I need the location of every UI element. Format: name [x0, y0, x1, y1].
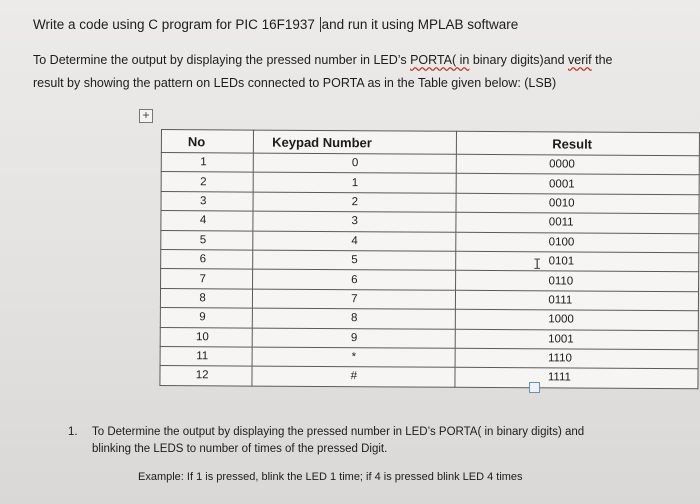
example-text: Example: If 1 is pressed, blink the LED 1 time; if 4 is pressed blink LED 4 times — [138, 471, 523, 483]
cell-no: 10 — [195, 330, 209, 343]
table-row — [160, 366, 698, 389]
table-move-handle-icon[interactable]: + — [139, 109, 153, 123]
cell-result: 1111 — [547, 371, 571, 384]
cell-result: 1000 — [548, 313, 574, 326]
spellcheck-word[interactable]: verif — [568, 53, 592, 67]
task-text-line-2: blinking the LEDS to number of times of the pressed Digit. — [92, 443, 388, 455]
task-text-line-1: To Determine the output by displaying the pressed number in LED’s PORTA( in binary digits) and — [92, 426, 585, 438]
cell-result: 0001 — [549, 177, 575, 191]
cell-keypad: 3 — [253, 211, 456, 232]
cell-result: 1001 — [548, 333, 574, 346]
cell-keypad: 5 — [253, 250, 456, 271]
cell-keypad: 9 — [252, 328, 455, 349]
cell-no: 4 — [199, 214, 207, 227]
ibeam-cursor-icon: I — [533, 257, 542, 273]
cell-result: 0100 — [548, 236, 575, 249]
title-text-part1: Write a code using C program for PIC 16F1937 — [33, 17, 319, 32]
cell-result: 0111 — [548, 294, 573, 307]
cell-result: 0101 — [548, 255, 575, 268]
cell-keypad: # — [252, 366, 455, 387]
cell-keypad: 1 — [253, 172, 456, 193]
cell-keypad: 8 — [253, 308, 456, 329]
document-title — [33, 17, 518, 32]
cell-no: 3 — [199, 195, 207, 208]
cell-result: 0011 — [548, 216, 574, 229]
cell-no: 11 — [196, 350, 209, 363]
table-resize-handle[interactable] — [529, 382, 540, 393]
cell-keypad: 6 — [253, 269, 456, 290]
para-text: the — [591, 53, 613, 67]
cell-no: 7 — [199, 272, 206, 285]
cell-result: 1110 — [547, 352, 572, 365]
cell-no: 12 — [195, 369, 209, 382]
cell-keypad: 7 — [253, 289, 456, 310]
spellcheck-word[interactable]: PORTA( in — [410, 53, 470, 67]
keypad-result-table — [159, 129, 700, 389]
cell-no: 6 — [199, 253, 207, 266]
para-text: To Determine the output by displaying the pressed number in LED’s — [33, 53, 411, 67]
header-keypad-number: Keypad Number — [254, 130, 457, 154]
list-number: 1. — [68, 426, 78, 438]
cell-keypad: 2 — [253, 192, 456, 213]
text-caret-mark — [320, 17, 321, 32]
cell-keypad: 4 — [253, 231, 456, 252]
cell-result: 0000 — [549, 158, 575, 171]
description-line-1 — [33, 53, 613, 67]
cell-keypad: 0 — [254, 153, 457, 174]
cell-no: 9 — [199, 311, 206, 324]
cell-keypad: * — [252, 347, 455, 368]
description-line-2: result by showing the pattern on LEDs connected to PORTA as in the Table given below: (LSB) — [33, 76, 557, 90]
cell-result: 0010 — [548, 197, 575, 210]
title-text-part2: and run it using MPLAB software — [321, 17, 519, 32]
cell-no: 8 — [199, 292, 206, 305]
header-result: Result — [457, 131, 700, 155]
cell-result: 0110 — [548, 274, 574, 288]
header-no: No — [161, 130, 253, 154]
table-header-row — [161, 130, 699, 156]
cell-no: 1 — [200, 156, 207, 169]
para-text: binary digits)and — [469, 53, 569, 67]
cell-no: 2 — [200, 175, 207, 188]
cell-no: 5 — [199, 233, 207, 247]
